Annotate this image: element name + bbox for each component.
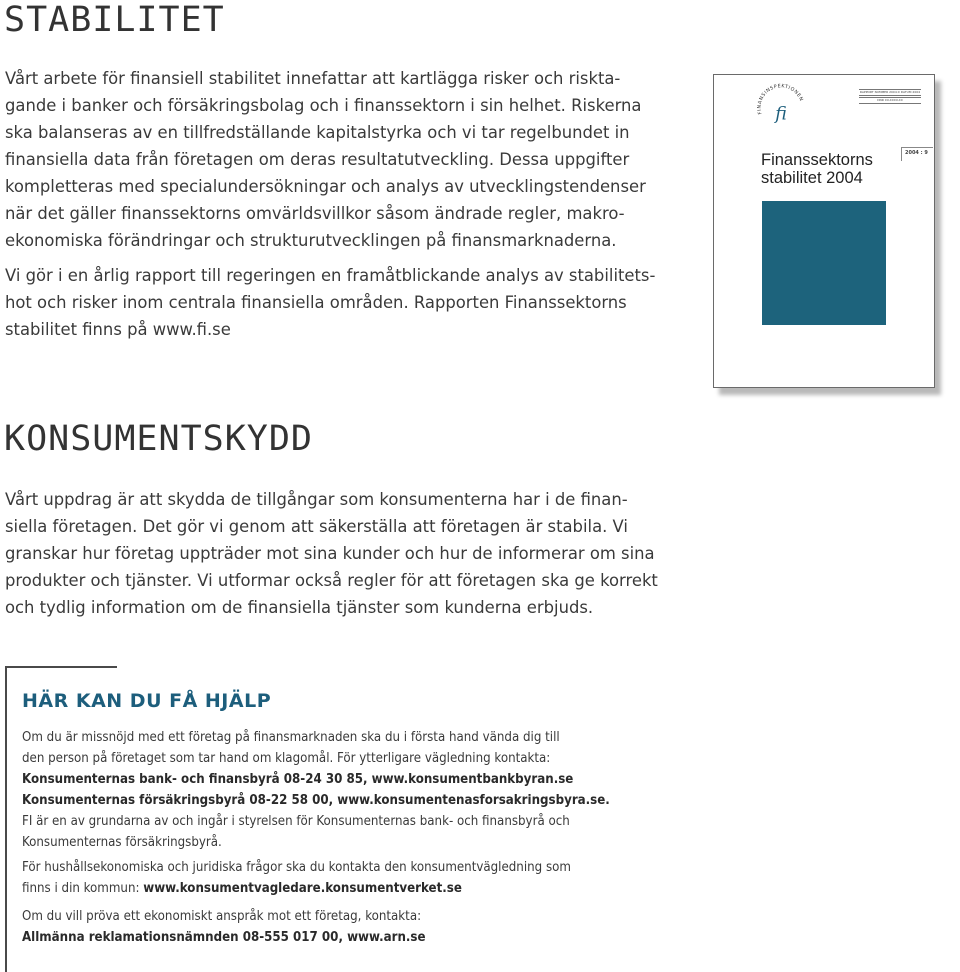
cover-title: [761, 151, 873, 187]
text-line: siella företagen. Det gör vi genom att säkerställa att företagen är stabila. Vi: [5, 517, 628, 536]
help-box-frame-left: [5, 666, 7, 972]
contact-insurance-bureau: Konsumenternas försäkringsbyrå 08-22 58 00, www.konsumentenasforsakringsbyra.se.: [22, 793, 610, 808]
contact-bank-bureau: Konsumenternas bank- och finansbyrå 08-24 30 85, www.konsumentbankbyran.se: [22, 772, 574, 787]
konsumentskydd-paragraph: [5, 486, 658, 621]
cover-issue-number: 2004 : 9: [901, 147, 933, 161]
text-line: finansiella data från företagen om deras resultatutveckling. Dessa uppgifter: [5, 150, 630, 169]
cover-title-line-2: stabilitet 2004: [761, 169, 863, 187]
text-line: gande i banker och försäkringsbolag och i finanssektorn i sin helhet. Riskerna: [5, 96, 642, 115]
logo-ring-text: FINANSINSPEKTIONEN: [757, 84, 804, 115]
text-line: FI är en av grundarna av och ingår i styrelsen för Konsumenternas bank- och finansbyrå och: [22, 814, 570, 829]
stabilitet-paragraph-1: [5, 65, 646, 254]
consumer-guidance-link[interactable]: www.konsumentvagledare.konsumentverket.se: [143, 881, 462, 896]
report-cover: [713, 74, 935, 388]
cover-meta-1: RAPPORT NUMMER 2004:X DATUM 2004: [859, 90, 921, 94]
fi-logo-icon: [752, 81, 810, 139]
text-line: Om du vill pröva ett ekonomiskt anspråk mot ett företag, kontakta:: [22, 909, 422, 924]
text-line: och tydlig information om de finansiella tjänster som kunderna erbjuds.: [5, 598, 594, 617]
logo-mark: fi: [775, 104, 787, 125]
cover-color-block: [762, 201, 886, 325]
text-line: den person på företaget som tar hand om klagomål. För ytterligare vägledning kontakta:: [22, 751, 551, 766]
contact-arn: Allmänna reklamationsnämnden 08-555 017 00, www.arn.se: [22, 930, 426, 945]
text-line: granskar hur företag uppträder mot sina kunder och hur de informerar om sina: [5, 544, 655, 563]
help-paragraph-2: [22, 857, 571, 899]
text-line: Vi gör i en årlig rapport till regeringen en framåtblickande analys av stabilitets-: [5, 266, 656, 285]
text-line: Konsumenternas försäkringsbyrå.: [22, 835, 222, 850]
text-line: Vårt uppdrag är att skydda de tillgångar som konsumenterna har i de finan-: [5, 490, 628, 509]
text-line: kompletteras med specialundersökningar och analys av utvecklingstendenser: [5, 177, 646, 196]
text-line: hot och risker inom centrala finansiella områden. Rapporten Finanssektorns: [5, 293, 627, 312]
cover-meta-2: DNR XX-XXXX-XX: [859, 97, 921, 104]
text-line: ska balanseras av en tillfredställande kapitalstyrka och vi tar regelbundet in: [5, 123, 630, 142]
help-paragraph-3: [22, 906, 426, 948]
stabilitet-paragraph-2: [5, 262, 655, 343]
text-line: ekonomiska förändringar och strukturutvecklingen på finansmarknaderna.: [5, 231, 617, 250]
help-paragraph-1: [22, 727, 610, 853]
text-line: när det gäller finanssektorns omvärldsvillkor såsom ändrade regler, makro-: [5, 204, 625, 223]
text-line: stabilitet finns på www.fi.se: [5, 320, 231, 339]
cover-title-line-1: Finanssektorns: [761, 151, 873, 169]
heading-stabilitet: STABILITET: [4, 0, 225, 40]
text-line: För hushållsekonomiska och juridiska frågor ska du kontakta den konsumentvägledning som: [22, 860, 571, 875]
text-line: Om du är missnöjd med ett företag på finansmarknaden ska du i första hand vända dig till: [22, 730, 560, 745]
heading-konsumentskydd: KONSUMENTSKYDD: [4, 419, 314, 459]
text-line: produkter och tjänster. Vi utformar också regler för att företagen ska ge korrekt: [5, 571, 658, 590]
help-box-title: HÄR KAN DU FÅ HJÄLP: [22, 690, 272, 712]
text-fragment: finns i din kommun:: [22, 881, 144, 896]
text-line: Vårt arbete för finansiell stabilitet innefattar att kartlägga risker och riskta-: [5, 69, 621, 88]
help-box-frame-top: [5, 666, 117, 668]
text-line: [22, 878, 571, 899]
